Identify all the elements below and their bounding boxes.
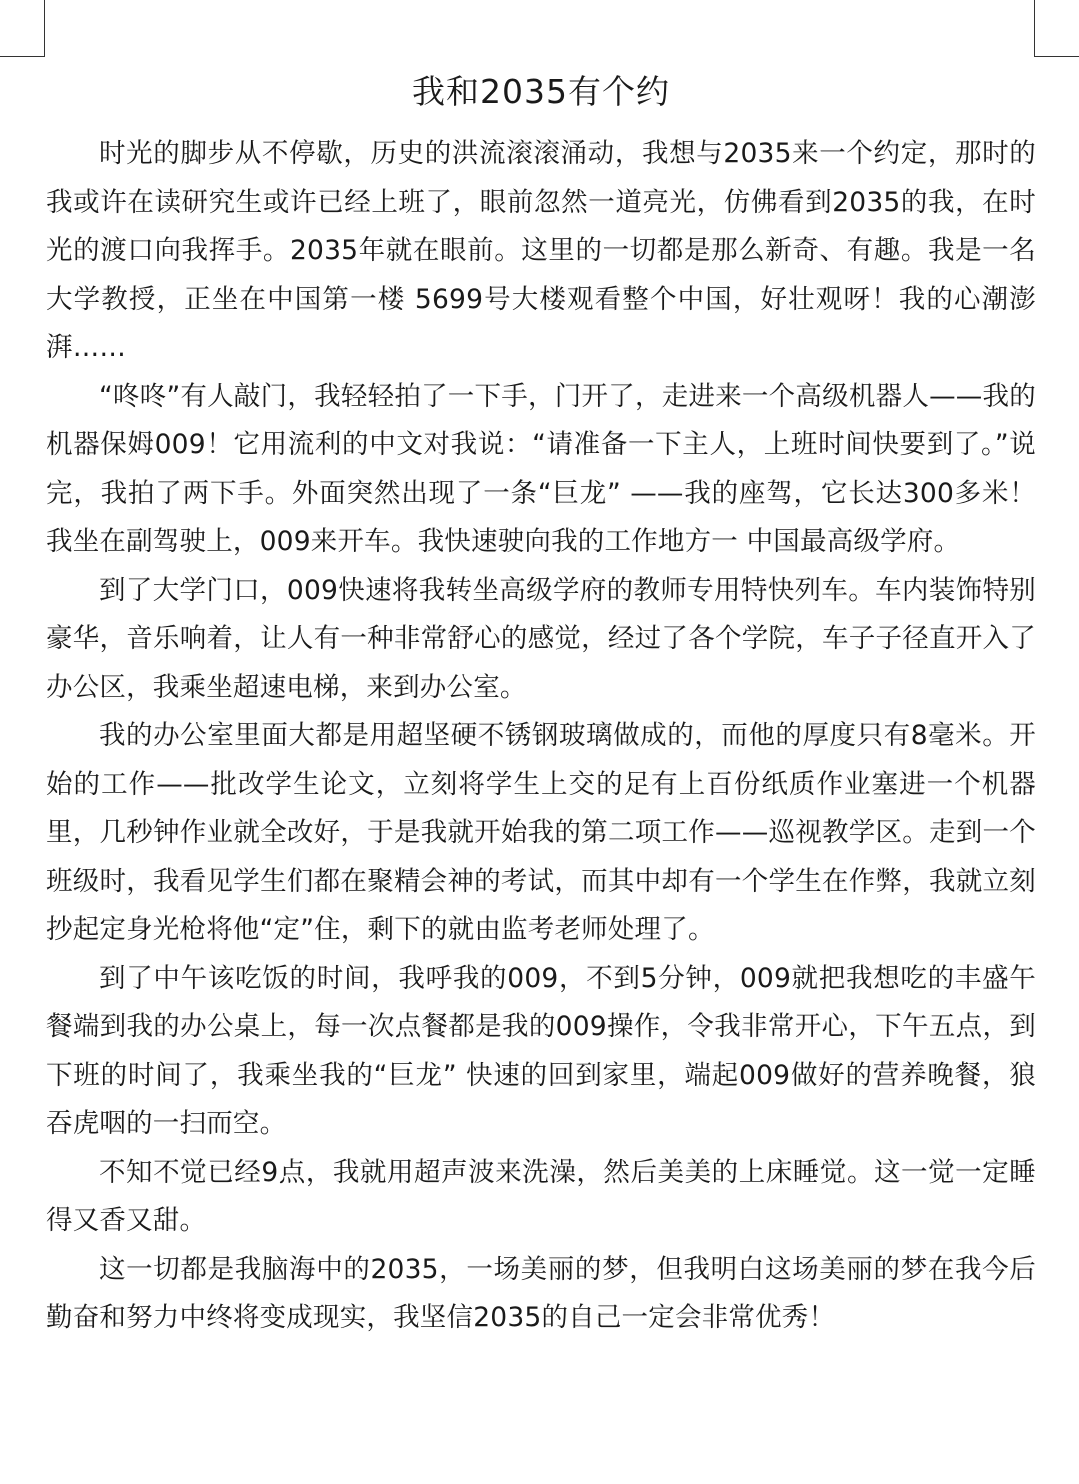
paragraph-1: 时光的脚步从不停歇，历史的洪流滚滚涌动，我想与2035来一个约定，那时的我或许在读研究生或许已经上班了，眼前忽然一道亮光，仿佛看到2035的我，在时光的渡口向我挥手。2035年就在眼前。这里的一切都是那么新奇、有趣。我是一名大学教授，正坐在中国第一楼 5699号大楼观看整个中国，好壮观呀！我的心潮澎湃……: [46, 138, 1036, 363]
paragraph-4: 我的办公室里面大都是用超坚硬不锈钢玻璃做成的，而他的厚度只有8毫米。开始的工作——批改学生论文，立刻将学生上交的足有上百份纸质作业塞进一个机器里，几秒钟作业就全改好，于是我就开始我的第二项工作——巡视教学区。走到一个班级时，我看见学生们都在聚精会神的考试，而其中却有一个学生在作弊，我就立刻抄起定身光枪将他“定”住，剩下的就由监考老师处理了。: [46, 720, 1036, 945]
paragraph-3: 到了大学门口，009快速将我转坐高级学府的教师专用特快列车。车内装饰特别豪华，音乐响着，让人有一种非常舒心的感觉，经过了各个学院，车子子径直开入了办公区，我乘坐超速电梯，来到办公室。: [46, 574, 1036, 703]
crop-mark-top-left-vertical: [44, 0, 45, 56]
document-title: 我和2035有个约: [412, 72, 670, 111]
paragraph-5: 到了中午该吃饭的时间，我呼我的009，不到5分钟，009就把我想吃的丰盛午餐端到我的办公桌上，每一次点餐都是我的009操作，令我非常开心，下午五点，到下班的时间了，我乘坐我的“巨龙” 快速的回到家里，端起009做好的营养晚餐，狼吞虎咽的一扫而空。: [46, 962, 1036, 1139]
paragraph-2: “咚咚”有人敲门，我轻轻拍了一下手，门开了，走进来一个高级机器人——我的机器保姆009！它用流利的中文对我说：“请准备一下主人，上班时间快要到了。”说完，我拍了两下手。外面突然出现了一条“巨龙” ——我的座驾，它长达300多米！我坐在副驾驶上，009来开车。我快速驶向我的工作地方一 中国最高级学府。: [46, 380, 1036, 557]
crop-mark-top-right-vertical: [1034, 0, 1035, 56]
crop-mark-top-right-horizontal: [1034, 56, 1079, 57]
crop-mark-top-left-horizontal: [0, 56, 45, 57]
paragraph-6: 不知不觉已经9点，我就用超声波来洗澡，然后美美的上床睡觉。这一觉一定睡得又香又甜。: [46, 1156, 1036, 1236]
paragraph-7: 这一切都是我脑海中的2035，一场美丽的梦，但我明白这场美丽的梦在我今后勤奋和努力中终将变成现实，我坚信2035的自己一定会非常优秀！: [46, 1253, 1036, 1333]
document-page: [46, 62, 1036, 1343]
